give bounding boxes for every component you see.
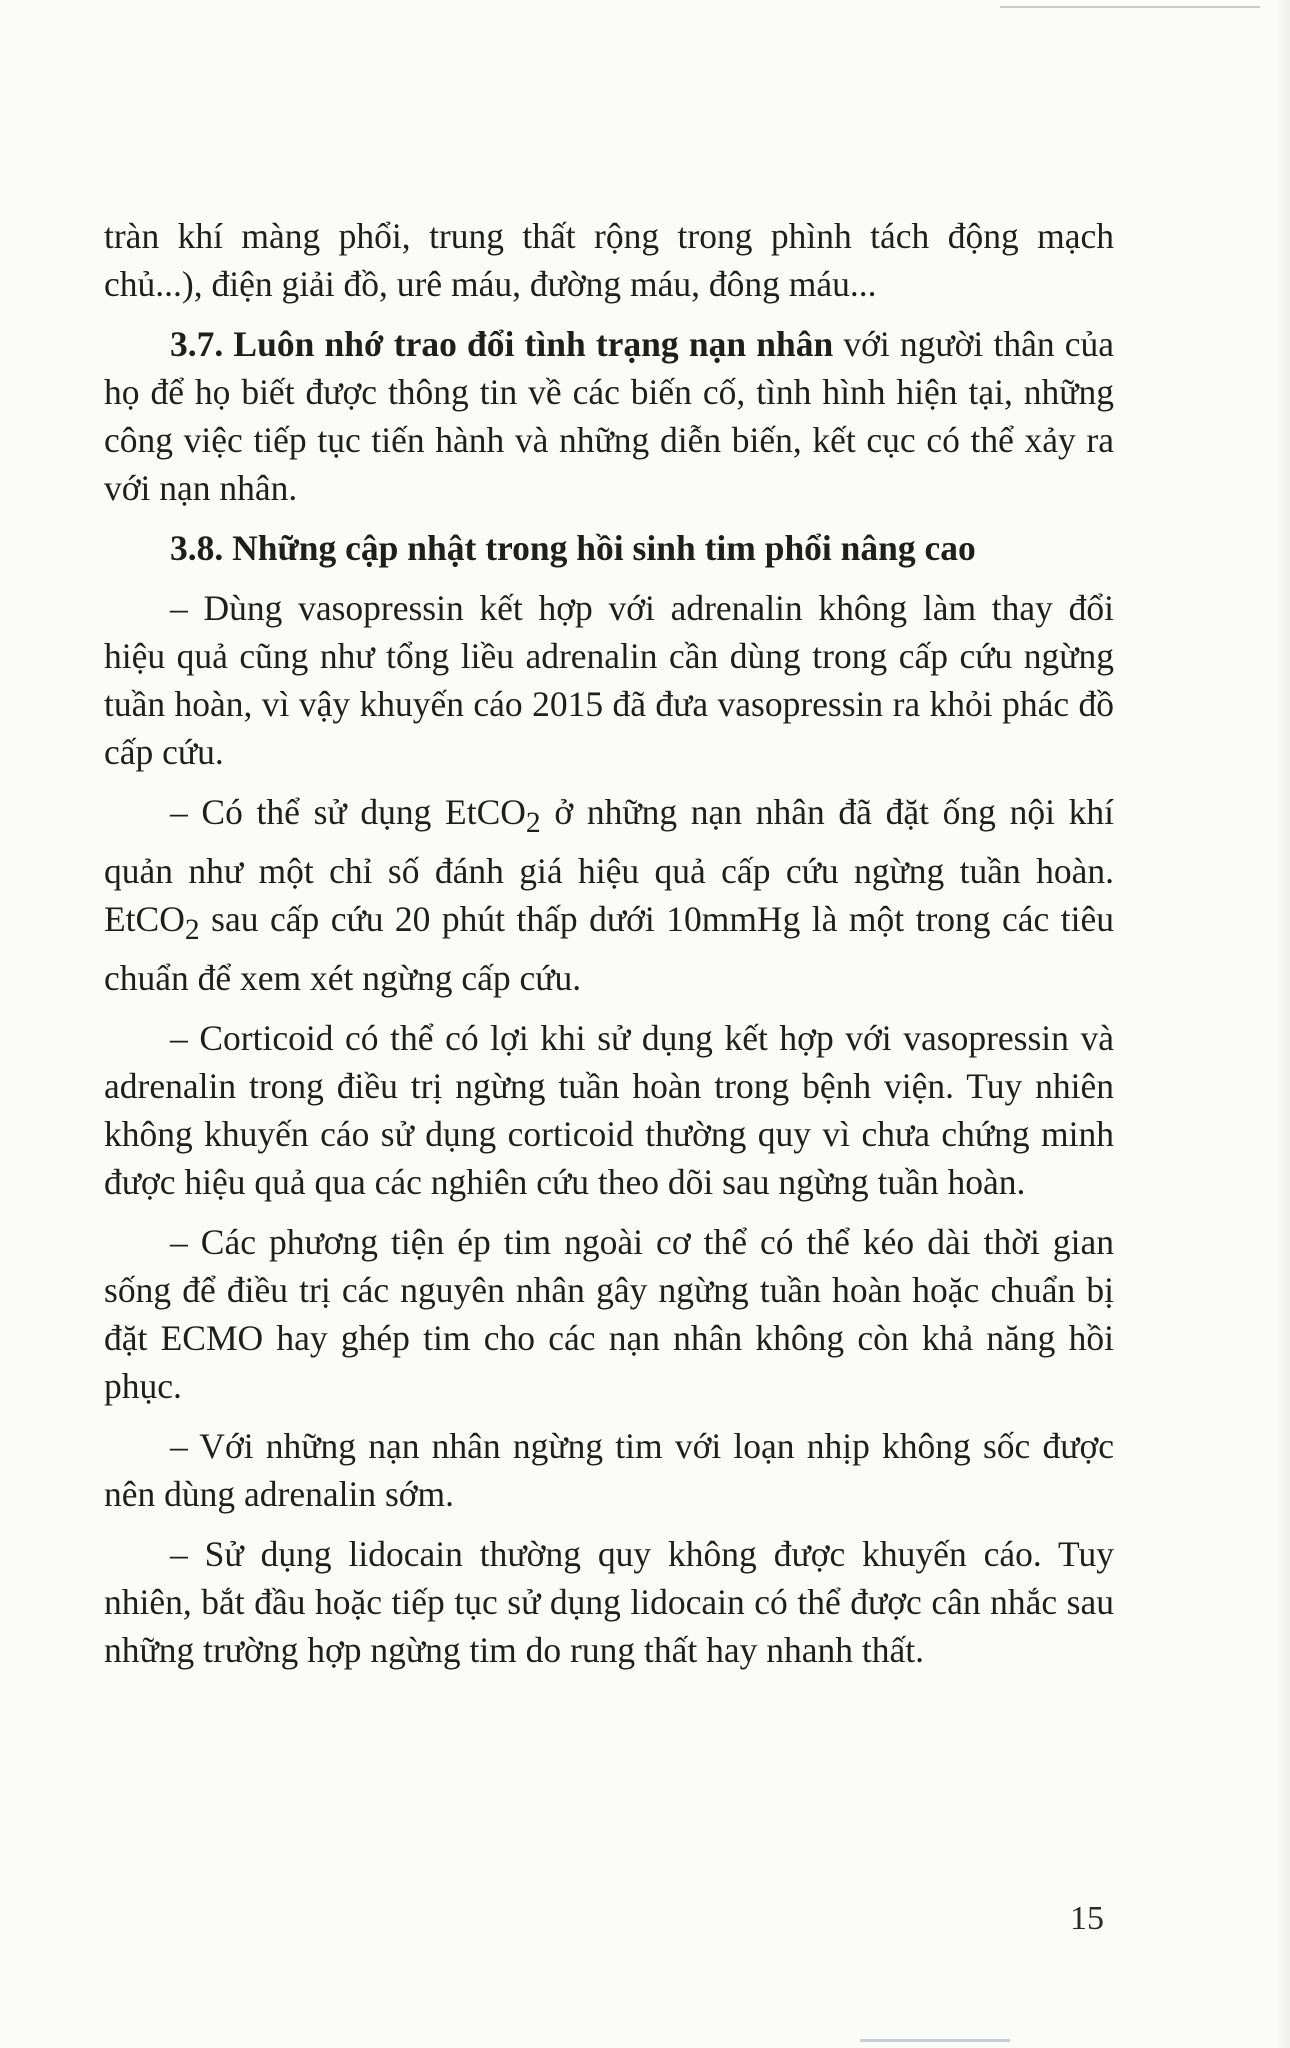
bullet-etco2-part1: – Có thể sử dụng EtCO — [170, 792, 526, 832]
bottom-edge-rule — [860, 2039, 1010, 2042]
body-text — [104, 212, 1114, 1674]
bullet-etco2-subscript-1: 2 — [525, 807, 541, 840]
section-3-7-text: với người thân của họ để họ biết được thông tin về các biến cố, tình hình hiện tại, những công việc tiếp tục tiến hành và những diễn biến, kết cục có thể xảy ra với nạn nhân. — [104, 324, 1114, 508]
page-number: 15 — [1070, 1900, 1104, 1937]
bullet-lidocain: – Sử dụng lidocain thường quy không được khuyến cáo. Tuy nhiên, bắt đầu hoặc tiếp tục sử dụng lidocain có thể được cân nhắc sau những trường hợp ngừng tim do rung thất hay nhanh thất. — [104, 1534, 1114, 1671]
bullet-vasopressin: – Dùng vasopressin kết hợp với adrenalin không làm thay đổi hiệu quả cũng như tổng liều adrenalin cần dùng trong cấp cứu ngừng tuần hoàn, vì vậy khuyến cáo 2015 đã đưa vasopressin ra khỏi phác đồ cấp cứu. — [104, 588, 1114, 772]
bullet-external-compression: – Các phương tiện ép tim ngoài cơ thể có thể kéo dài thời gian sống để điều trị các nguyên nhân gây ngừng tuần hoàn hoặc chuẩn bị đặt ECMO hay ghép tim cho các nạn nhân không còn khả năng hồi phục. — [104, 1222, 1114, 1407]
continuation-paragraph: tràn khí màng phổi, trung thất rộng trong phình tách động mạch chủ...), điện giải đồ, urê máu, đường máu, đông máu... — [104, 216, 1114, 304]
bullet-etco2 — [104, 788, 1114, 1002]
bullet-corticoid: – Corticoid có thể có lợi khi sử dụng kết hợp với vasopressin và adrenalin trong điều trị ngừng tuần hoàn trong bệnh viện. Tuy nhiên không khuyến cáo sử dụng corticoid thường quy vì chưa chứng minh được hiệu quả qua các nghiên cứu theo dõi sau ngừng tuần hoàn. — [104, 1018, 1114, 1203]
bullet-non-shockable: – Với những nạn nhân ngừng tim với loạn nhịp không sốc được nên dùng adrenalin sớm. — [104, 1426, 1114, 1515]
section-3-7-paragraph — [104, 320, 1114, 512]
bullet-etco2-subscript-2: 2 — [184, 914, 200, 947]
section-3-8-heading: 3.8. Những cập nhật trong hồi sinh tim phổi nâng cao — [170, 528, 976, 568]
section-3-7-number: 3.7. — [170, 324, 224, 364]
section-3-7-bold-lead: Luôn nhớ trao đổi tình trạng nạn nhân — [233, 324, 834, 364]
bullet-etco2-part2: ở những nạn nhân đã đặt ống nội khí quản như một chỉ số đánh giá hiệu quả cấp cứu ngừng tuần hoàn. EtCO — [104, 792, 1114, 940]
page-edge-shadow — [1276, 0, 1290, 2048]
bullet-etco2-part3: sau cấp cứu 20 phút thấp dưới 10mmHg là một trong các tiêu chuẩn để xem xét ngừng cấp cứu. — [104, 899, 1114, 999]
top-edge-rule — [1000, 6, 1260, 8]
